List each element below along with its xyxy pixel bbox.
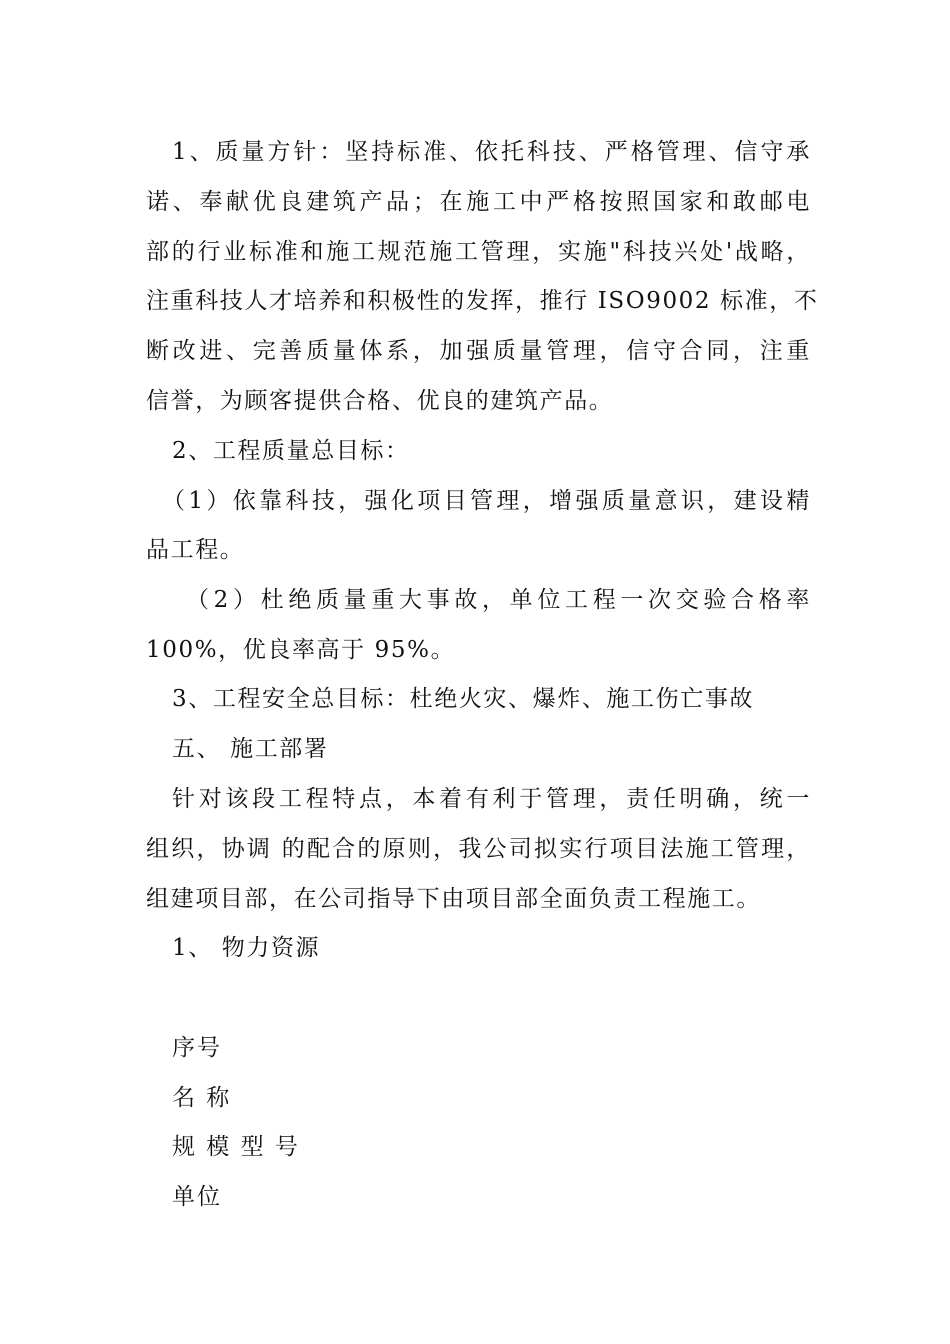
quality-policy-line-5: 断改进、完善质量体系，加强质量管理，信守合同，注重 <box>146 338 811 364</box>
table-header-unit: 单位 <box>172 1184 222 1210</box>
quality-goal-item-1-line-1: （1）依靠科技，强化项目管理，增强质量意识，建设精 <box>162 488 811 514</box>
table-header-serial: 序号 <box>172 1035 222 1061</box>
table-header-name: 名 称 <box>172 1085 232 1111</box>
quality-policy-line-1: 1、质量方针：坚持标准、依托科技、严格管理、信守承 <box>172 139 811 165</box>
safety-goal-line: 3、工程安全总目标：杜绝火灾、爆炸、施工伤亡事故 <box>172 686 755 712</box>
material-resources-heading: 1、 物力资源 <box>172 935 321 961</box>
quality-policy-line-6: 信誉，为顾客提供合格、优良的建筑产品。 <box>146 388 614 414</box>
table-header-spec-model: 规 模 型 号 <box>172 1134 300 1160</box>
quality-goal-item-2-line-1: （2）杜绝质量重大事故，单位工程一次交验合格率 <box>186 587 811 613</box>
quality-goal-item-2-line-2: 100%，优良率高于 95%。 <box>146 637 456 663</box>
deployment-line-2: 组织，协调 的配合的原则，我公司拟实行项目法施工管理， <box>146 836 811 862</box>
section-five-heading: 五、 施工部署 <box>172 736 329 762</box>
deployment-line-3: 组建项目部，在公司指导下由项目部全面负责工程施工。 <box>146 886 761 912</box>
deployment-line-1: 针对该段工程特点，本着有利于管理，责任明确，统一 <box>172 786 811 812</box>
quality-goal-heading: 2、工程质量总目标： <box>172 438 410 464</box>
quality-policy-line-3: 部的行业标准和施工规范施工管理，实施"科技兴处'战略， <box>146 239 811 265</box>
quality-goal-item-1-line-2: 品工程。 <box>146 537 245 563</box>
quality-policy-line-4: 注重科技人才培养和积极性的发挥，推行 ISO9002 标准，不 <box>146 288 819 314</box>
quality-policy-line-2: 诺、奉献优良建筑产品；在施工中严格按照国家和敢邮电 <box>146 189 811 215</box>
